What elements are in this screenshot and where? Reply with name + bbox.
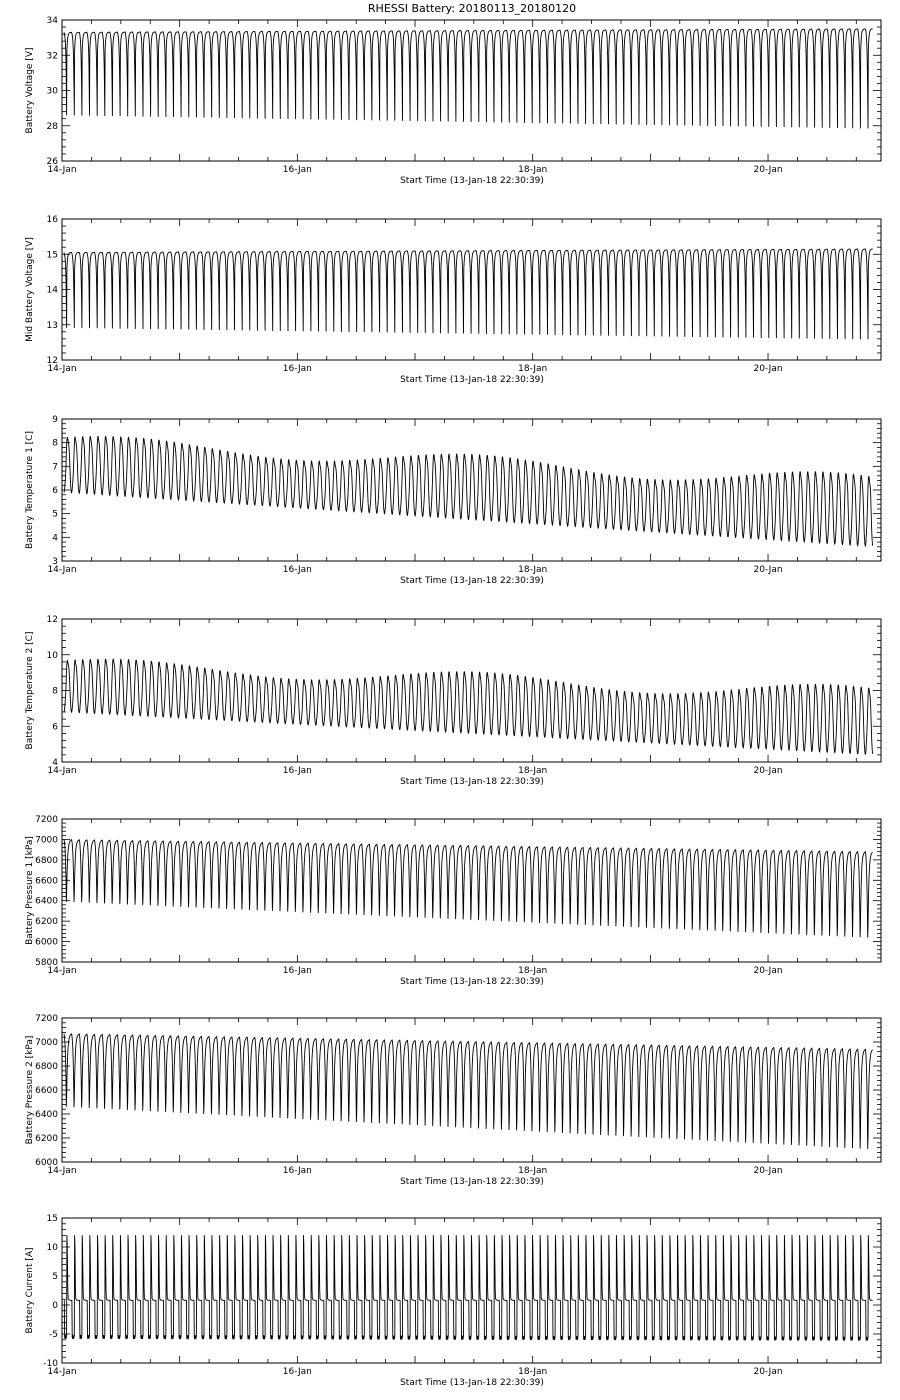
y-tick-label: 26 <box>46 157 58 167</box>
series-line <box>64 1235 873 1340</box>
y-axis-label: Battery Voltage [V] <box>25 47 35 134</box>
x-tick-label: 18-Jan <box>518 966 548 976</box>
x-tick-label: 14-Jan <box>47 1166 77 1176</box>
series-line <box>64 839 873 937</box>
y-tick-label: 5 <box>52 1272 58 1282</box>
series-line <box>64 29 873 128</box>
y-tick-label: 12 <box>46 356 58 366</box>
y-tick-label: 14 <box>46 285 58 296</box>
x-tick-label: 14-Jan <box>47 364 77 374</box>
y-tick-label: 16 <box>46 215 58 225</box>
panel-6 <box>25 1014 881 1187</box>
x-tick-label: 18-Jan <box>518 165 548 175</box>
panel-3 <box>25 415 881 586</box>
y-tick-label: 10 <box>46 650 58 661</box>
x-axis-label: Start Time (13-Jan-18 22:30:39) <box>400 977 544 987</box>
y-tick-label: 13 <box>46 320 58 331</box>
y-tick-label: 6600 <box>35 1086 58 1096</box>
x-axis-label: Start Time (13-Jan-18 22:30:39) <box>400 777 544 787</box>
panel-5 <box>25 815 881 987</box>
y-tick-label: 15 <box>46 250 58 261</box>
y-tick-label: 32 <box>46 51 58 62</box>
y-tick-label: 3 <box>52 557 58 567</box>
y-tick-label: 4 <box>52 758 58 768</box>
x-tick-label: 14-Jan <box>47 565 77 575</box>
series-line <box>64 249 873 339</box>
y-tick-label: 7200 <box>35 1014 58 1024</box>
y-tick-label: 6000 <box>35 1158 58 1168</box>
y-tick-label: -10 <box>43 1359 58 1369</box>
x-tick-label: 14-Jan <box>47 966 77 976</box>
y-tick-label: 6200 <box>35 1134 58 1144</box>
y-tick-label: 4 <box>52 533 58 544</box>
x-tick-label: 18-Jan <box>518 364 548 374</box>
x-tick-label: 14-Jan <box>47 1367 77 1377</box>
y-tick-label: 7200 <box>35 815 58 825</box>
x-axis-label: Start Time (13-Jan-18 22:30:39) <box>400 1177 544 1187</box>
figure-title: RHESSI Battery: 20180113_20180120 <box>367 2 577 15</box>
y-tick-label: 12 <box>46 615 58 625</box>
y-tick-label: 6600 <box>35 876 58 887</box>
y-tick-label: 6400 <box>35 1110 58 1120</box>
y-tick-label: 30 <box>46 86 58 97</box>
x-tick-label: 20-Jan <box>753 364 783 374</box>
y-tick-label: 6800 <box>35 1062 58 1072</box>
plot-frame <box>62 619 881 762</box>
panel-4 <box>25 615 881 787</box>
y-tick-label: 7000 <box>35 835 58 846</box>
panel-7 <box>25 1214 881 1388</box>
x-tick-label: 20-Jan <box>753 966 783 976</box>
y-tick-label: 6200 <box>35 917 58 928</box>
y-axis-label: Battery Pressure 2 [kPa] <box>25 1035 35 1145</box>
series-line <box>64 1034 873 1149</box>
x-axis-label: Start Time (13-Jan-18 22:30:39) <box>400 176 544 186</box>
x-axis-label: Start Time (13-Jan-18 22:30:39) <box>400 1378 544 1388</box>
y-axis-label: Battery Pressure 1 [kPa] <box>25 836 35 945</box>
y-tick-label: 7 <box>52 462 58 473</box>
panel-1 <box>25 16 881 186</box>
y-tick-label: 28 <box>46 121 58 132</box>
y-tick-label: 10 <box>46 1243 58 1253</box>
x-tick-label: 20-Jan <box>753 1166 783 1176</box>
y-tick-label: 34 <box>46 16 58 26</box>
x-axis-label: Start Time (13-Jan-18 22:30:39) <box>400 576 544 586</box>
y-axis-label: Battery Temperature 2 [C] <box>25 631 35 750</box>
y-tick-label: 6 <box>52 722 58 733</box>
x-tick-label: 20-Jan <box>753 165 783 175</box>
x-tick-label: 14-Jan <box>47 766 77 776</box>
panel-2 <box>25 215 881 385</box>
y-tick-label: 6 <box>52 486 58 496</box>
y-tick-label: 6400 <box>35 896 58 907</box>
x-tick-label: 16-Jan <box>282 1367 312 1377</box>
x-tick-label: 16-Jan <box>282 565 312 575</box>
x-axis-label: Start Time (13-Jan-18 22:30:39) <box>400 375 544 385</box>
y-tick-label: -5 <box>49 1330 58 1340</box>
x-tick-label: 14-Jan <box>47 165 77 175</box>
y-axis-label: Battery Current [A] <box>25 1247 35 1334</box>
x-tick-label: 16-Jan <box>282 165 312 175</box>
y-tick-label: 8 <box>52 686 58 697</box>
y-axis-label: Battery Temperature 1 [C] <box>25 431 35 549</box>
x-tick-label: 18-Jan <box>518 766 548 776</box>
y-tick-label: 8 <box>52 438 58 449</box>
y-tick-label: 6000 <box>35 937 58 948</box>
series-line <box>64 659 873 754</box>
series-line <box>64 436 873 546</box>
x-tick-label: 16-Jan <box>282 766 312 776</box>
x-tick-label: 16-Jan <box>282 1166 312 1176</box>
x-tick-label: 20-Jan <box>753 766 783 776</box>
x-tick-label: 18-Jan <box>518 1367 548 1377</box>
x-tick-label: 18-Jan <box>518 565 548 575</box>
x-tick-label: 20-Jan <box>753 565 783 575</box>
y-tick-label: 9 <box>52 415 58 425</box>
y-tick-label: 6800 <box>35 855 58 866</box>
x-tick-label: 16-Jan <box>282 966 312 976</box>
y-tick-label: 5 <box>52 509 58 520</box>
y-tick-label: 0 <box>52 1301 58 1311</box>
y-tick-label: 5800 <box>35 958 58 968</box>
x-tick-label: 18-Jan <box>518 1166 548 1176</box>
x-tick-label: 16-Jan <box>282 364 312 374</box>
y-tick-label: 7000 <box>35 1038 58 1048</box>
y-tick-label: 15 <box>46 1214 58 1224</box>
y-axis-label: Mid Battery Voltage [V] <box>25 237 35 342</box>
x-tick-label: 20-Jan <box>753 1367 783 1377</box>
